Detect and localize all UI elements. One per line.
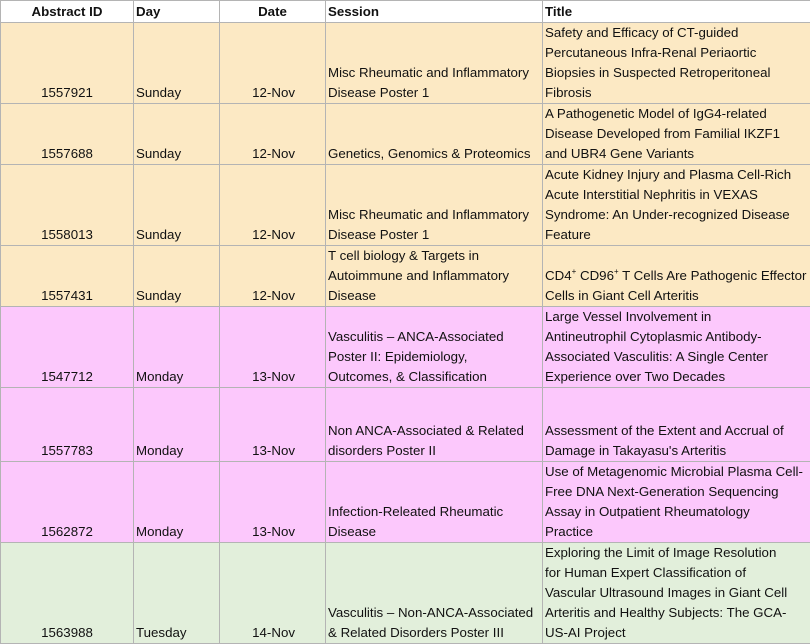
day-cell[interactable]: Monday [134,307,220,388]
abstract-id-cell[interactable]: 1557688 [1,104,134,165]
session-cell[interactable] [326,23,543,104]
session-line: & Related Disorders Poster III [328,623,540,643]
title-line: Use of Metagenomic Microbial Plasma Cell- [545,462,810,482]
title-line: Arteritis and Healthy Subjects: The GCA- [545,603,810,623]
superscript-plus: + [572,267,577,276]
title-line: Large Vessel Involvement in [545,307,810,327]
superscript-plus: + [614,267,619,276]
header-day[interactable]: Day [134,1,220,23]
table-row [1,307,810,388]
session-line: Vasculitis – ANCA-Associated [328,327,540,347]
session-line: Outcomes, & Classification [328,367,540,387]
title-line: A Pathogenetic Model of IgG4-related [545,104,810,124]
date-cell[interactable]: 14-Nov [220,543,326,644]
title-cell[interactable] [543,543,810,644]
session-line: Infection-Releated Rheumatic [328,502,540,522]
session-cell[interactable] [326,307,543,388]
date-cell[interactable]: 13-Nov [220,307,326,388]
session-line: T cell biology & Targets in [328,246,540,266]
session-cell[interactable] [326,104,543,165]
header-abstract-id[interactable]: Abstract ID [1,1,134,23]
session-line: Autoimmune and Inflammatory [328,266,540,286]
abstract-id-cell[interactable]: 1562872 [1,462,134,543]
title-line: Assay in Outpatient Rheumatology [545,502,810,522]
abstract-id-cell[interactable]: 1547712 [1,307,134,388]
session-cell[interactable] [326,246,543,307]
day-cell[interactable]: Sunday [134,165,220,246]
date-cell[interactable]: 12-Nov [220,246,326,307]
header-row [1,1,810,23]
abstract-id-cell[interactable]: 1557431 [1,246,134,307]
title-cell[interactable] [543,388,810,462]
date-cell[interactable]: 13-Nov [220,388,326,462]
date-cell[interactable]: 13-Nov [220,462,326,543]
header-title[interactable]: Title [543,1,810,23]
session-line: Poster II: Epidemiology, [328,347,540,367]
title-line: Experience over Two Decades [545,367,810,387]
day-cell[interactable]: Monday [134,462,220,543]
title-line: Practice [545,522,810,542]
title-line: Feature [545,225,810,245]
session-line: disorders Poster II [328,441,540,461]
title-text: T Cells Are Pathogenic Effector [619,268,807,283]
session-cell[interactable] [326,543,543,644]
title-line: Acute Kidney Injury and Plasma Cell-Rich [545,165,810,185]
title-line: Vascular Ultrasound Images in Giant Cell [545,583,810,603]
header-date[interactable]: Date [220,1,326,23]
table-row [1,165,810,246]
title-line: Percutaneous Infra-Renal Periaortic [545,43,810,63]
session-cell[interactable] [326,462,543,543]
title-text: CD4 [545,268,572,283]
session-cell[interactable] [326,388,543,462]
title-line [545,266,810,286]
date-cell[interactable]: 12-Nov [220,165,326,246]
day-cell[interactable]: Monday [134,388,220,462]
date-cell[interactable]: 12-Nov [220,104,326,165]
date-cell[interactable]: 12-Nov [220,23,326,104]
title-line: US-AI Project [545,623,810,643]
day-cell[interactable]: Sunday [134,246,220,307]
title-line: Disease Developed from Familial IKZF1 [545,124,810,144]
abstract-id-cell[interactable]: 1558013 [1,165,134,246]
session-cell[interactable] [326,165,543,246]
session-line: Disease [328,286,540,306]
day-cell[interactable]: Tuesday [134,543,220,644]
abstract-id-cell[interactable]: 1557783 [1,388,134,462]
title-cell[interactable] [543,246,810,307]
title-text: CD96 [576,268,614,283]
title-line: for Human Expert Classification of [545,563,810,583]
title-line: and UBR4 Gene Variants [545,144,810,164]
title-line: Cells in Giant Cell Arteritis [545,286,810,306]
session-line: Misc Rheumatic and Inflammatory [328,63,540,83]
table-row [1,543,810,644]
session-line: Genetics, Genomics & Proteomics [328,144,540,164]
abstract-id-cell[interactable]: 1557921 [1,23,134,104]
title-line: Free DNA Next-Generation Sequencing [545,482,810,502]
header-session[interactable]: Session [326,1,543,23]
title-line: Damage in Takayasu's Arteritis [545,441,810,461]
table-row [1,246,810,307]
title-line: Associated Vasculitis: A Single Center [545,347,810,367]
title-cell[interactable] [543,165,810,246]
day-cell[interactable]: Sunday [134,23,220,104]
table-row [1,23,810,104]
title-cell[interactable] [543,307,810,388]
title-line: Fibrosis [545,83,810,103]
session-line: Non ANCA-Associated & Related [328,421,540,441]
title-line: Acute Interstitial Nephritis in VEXAS [545,185,810,205]
title-line: Assessment of the Extent and Accrual of [545,421,810,441]
title-cell[interactable] [543,23,810,104]
session-line: Disease [328,522,540,542]
table-row [1,104,810,165]
title-line: Biopsies in Suspected Retroperitoneal [545,63,810,83]
table-row [1,462,810,543]
session-line: Disease Poster 1 [328,225,540,245]
title-cell[interactable] [543,462,810,543]
session-line: Vasculitis – Non-ANCA-Associated [328,603,540,623]
session-line: Misc Rheumatic and Inflammatory [328,205,540,225]
title-line: Antineutrophil Cytoplasmic Antibody- [545,327,810,347]
title-line: Exploring the Limit of Image Resolution [545,543,810,563]
session-line: Disease Poster 1 [328,83,540,103]
title-line: Safety and Efficacy of CT-guided [545,23,810,43]
title-cell[interactable] [543,104,810,165]
table-row [1,388,810,462]
title-line: Syndrome: An Under-recognized Disease [545,205,810,225]
day-cell[interactable]: Sunday [134,104,220,165]
abstract-id-cell[interactable]: 1563988 [1,543,134,644]
